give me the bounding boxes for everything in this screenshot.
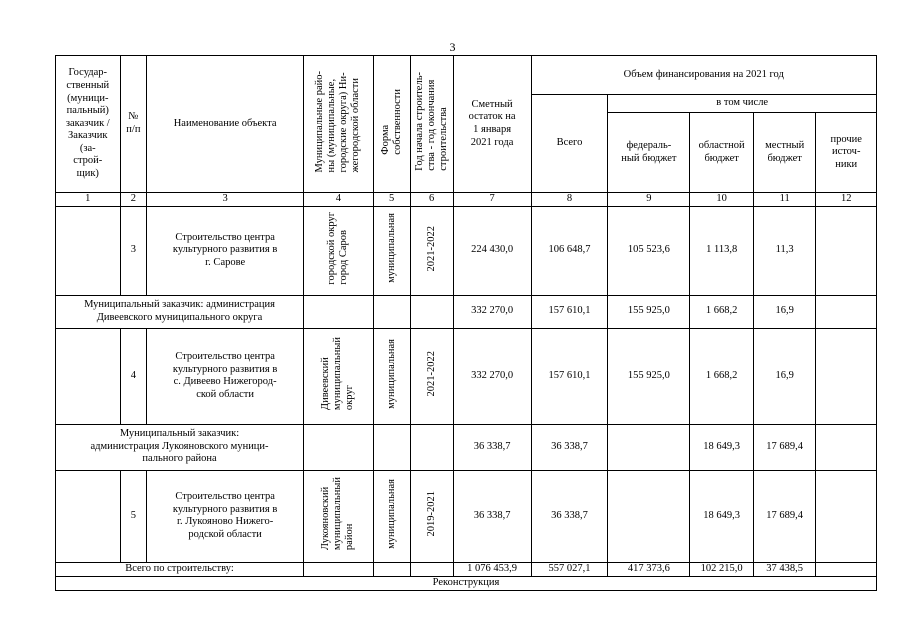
customer-label: Муниципальный заказчик: администрация Дивеевского муниципального округа [56, 295, 304, 328]
customer-row [56, 424, 877, 470]
empty-cell [304, 295, 374, 328]
object-ownership: муниципальная [373, 206, 410, 295]
object-district: Дивеевский муниципальный округ [304, 328, 374, 424]
object-row [56, 470, 877, 562]
local-value: 16,9 [753, 328, 816, 424]
column-number: 9 [608, 193, 690, 207]
federal-value: 417 373,6 [608, 562, 690, 576]
financing-table [55, 55, 877, 591]
header-including: в том числе [608, 95, 877, 113]
object-district: Лукояновский муниципальный район [304, 470, 374, 562]
local-value: 16,9 [753, 295, 816, 328]
empty-cell [373, 295, 410, 328]
row-number: 4 [120, 328, 147, 424]
object-years: 2021-2022 [410, 328, 453, 424]
section-row [56, 576, 877, 590]
customer-label: Муниципальный заказчик: администрация Лукояновского муници- пального района [56, 424, 304, 470]
header-ownership: Форма собственности [373, 56, 410, 193]
header-balance: Сметный остаток на 1 января 2021 года [453, 56, 531, 193]
column-numbers-row [56, 193, 877, 207]
column-number: 1 [56, 193, 121, 207]
total-value: 157 610,1 [531, 328, 608, 424]
federal-value [608, 424, 690, 470]
row-number: 5 [120, 470, 147, 562]
regional-value: 1 668,2 [690, 295, 754, 328]
object-district: городской округ город Саров [304, 206, 374, 295]
column-number: 4 [304, 193, 374, 207]
empty-cell [304, 562, 374, 576]
empty-cell [304, 424, 374, 470]
federal-value: 155 925,0 [608, 328, 690, 424]
local-value: 37 438,5 [753, 562, 816, 576]
empty-cell [410, 295, 453, 328]
object-years: 2021-2022 [410, 206, 453, 295]
local-value: 17 689,4 [753, 470, 816, 562]
column-number: 6 [410, 193, 453, 207]
column-number: 7 [453, 193, 531, 207]
regional-value: 18 649,3 [690, 470, 754, 562]
total-value: 106 648,7 [531, 206, 608, 295]
header-other: прочие источ- ники [816, 113, 877, 193]
local-value: 17 689,4 [753, 424, 816, 470]
other-value [816, 295, 877, 328]
customer-cell [56, 470, 121, 562]
empty-cell [410, 424, 453, 470]
empty-cell [373, 424, 410, 470]
total-value: 36 338,7 [531, 424, 608, 470]
customer-cell [56, 328, 121, 424]
column-number: 2 [120, 193, 147, 207]
total-value: 557 027,1 [531, 562, 608, 576]
header-total: Всего [531, 95, 608, 193]
balance-value: 36 338,7 [453, 424, 531, 470]
object-ownership: муниципальная [373, 470, 410, 562]
other-value [816, 424, 877, 470]
total-value: 36 338,7 [531, 470, 608, 562]
section-title: Реконструкция [56, 576, 877, 590]
balance-value: 36 338,7 [453, 470, 531, 562]
object-row [56, 328, 877, 424]
federal-value: 105 523,6 [608, 206, 690, 295]
object-name: Строительство центра культурного развития в с. Дивеево Нижегород- ской области [147, 328, 304, 424]
local-value: 11,3 [753, 206, 816, 295]
total-value: 157 610,1 [531, 295, 608, 328]
column-number: 3 [147, 193, 304, 207]
regional-value: 18 649,3 [690, 424, 754, 470]
object-name: Строительство центра культурного развития в г. Сарове [147, 206, 304, 295]
balance-value: 224 430,0 [453, 206, 531, 295]
header-customer: Государ- ственный (муници- пальный) заказчик / Заказчик (за- строй- щик) [56, 56, 121, 193]
regional-value: 102 215,0 [690, 562, 754, 576]
empty-cell [373, 562, 410, 576]
other-value [816, 206, 877, 295]
header-district: Муниципальные райо- ны (муниципальные, городские округа) Ни- жегородской области [304, 56, 374, 193]
federal-value [608, 470, 690, 562]
column-number: 8 [531, 193, 608, 207]
header-number: № п/п [120, 56, 147, 193]
federal-value: 155 925,0 [608, 295, 690, 328]
grand-total-label: Всего по строительству: [56, 562, 304, 576]
row-number: 3 [120, 206, 147, 295]
customer-cell [56, 206, 121, 295]
header-object-name: Наименование объекта [147, 56, 304, 193]
balance-value: 332 270,0 [453, 295, 531, 328]
other-value [816, 562, 877, 576]
regional-value: 1 668,2 [690, 328, 754, 424]
regional-value: 1 113,8 [690, 206, 754, 295]
page-number: 3 [449, 40, 456, 54]
object-years: 2019-2021 [410, 470, 453, 562]
object-name: Строительство центра культурного развития в г. Лукояново Нижего- родской области [147, 470, 304, 562]
other-value [816, 328, 877, 424]
header-local: местный бюджет [753, 113, 816, 193]
balance-value: 1 076 453,9 [453, 562, 531, 576]
empty-cell [410, 562, 453, 576]
other-value [816, 470, 877, 562]
column-number: 12 [816, 193, 877, 207]
header-years: Год начала строитель- ства - год окончания строительства [410, 56, 453, 193]
column-number: 11 [753, 193, 816, 207]
column-number: 5 [373, 193, 410, 207]
header-funding-group: Объем финансирования на 2021 год [531, 56, 876, 95]
customer-row [56, 295, 877, 328]
header-federal: федераль- ный бюджет [608, 113, 690, 193]
object-ownership: муниципальная [373, 328, 410, 424]
column-number: 10 [690, 193, 754, 207]
object-row [56, 206, 877, 295]
grand-total-row [56, 562, 877, 576]
header-regional: областной бюджет [690, 113, 754, 193]
balance-value: 332 270,0 [453, 328, 531, 424]
